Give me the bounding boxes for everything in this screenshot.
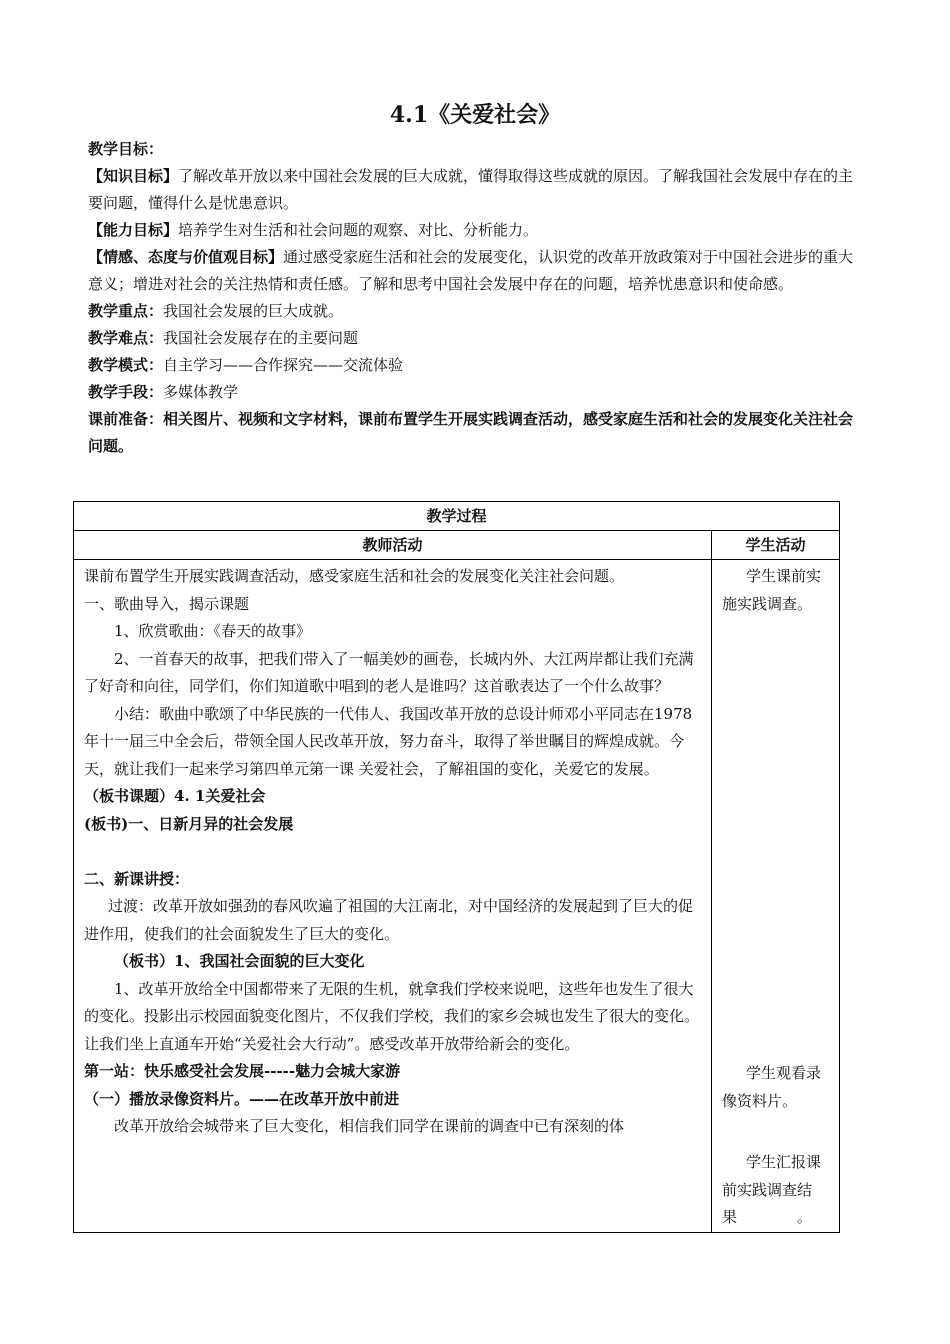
- knowledge-goal: [88, 163, 860, 217]
- knowledge-goal-label: 【知识目标】: [88, 167, 179, 185]
- teacher-activity-header: 教师活动: [74, 531, 712, 560]
- teaching-difficulty: [88, 325, 860, 352]
- teacher-paragraph: 1、改革开放给全中国都带来了无限的生机，就拿我们学校来说吧，这些年也发生了很大的变化。投影出示校园面貌变化图片，不仅我们学校，我们的家乡会城也发生了很大的变化。让我们坐上直通车开始“关爱社会大行动”。感受改革开放带给新会的变化。: [84, 979, 700, 1053]
- teaching-mode-text: 自主学习——合作探究——交流体验: [163, 356, 404, 374]
- emotion-goal: [88, 244, 860, 298]
- teaching-means-label: 教学手段：: [88, 383, 164, 401]
- section-heading: 二、新课讲授：: [84, 869, 190, 888]
- student-activity-header: 学生活动: [712, 531, 840, 560]
- teaching-mode: [88, 352, 860, 379]
- board-note: （板书）1、我国社会面貌的巨大变化: [114, 952, 365, 970]
- teacher-paragraph: 改革开放给会城带来了巨大变化，相信我们同学在课前的调查中已有深刻的体: [114, 1117, 625, 1135]
- sub-heading: （一）播放录像资料片。——在改革开放中前进: [84, 1089, 400, 1108]
- teaching-key: [88, 298, 860, 325]
- blank-space: [722, 618, 833, 1060]
- teaching-key-text: 我国社会发展的巨大成就。: [163, 302, 344, 320]
- teaching-key-label: 教学重点：: [88, 302, 164, 320]
- teacher-paragraph: 过渡：改革开放如强劲的春风吹遍了祖国的大江南北，对中国经济的发展起到了巨大的促进作用，使我们的社会面貌发生了巨大的变化。: [84, 897, 694, 943]
- page-title: 4.1《关爱社会》: [389, 102, 561, 128]
- ability-goal-label: 【能力目标】: [88, 221, 179, 239]
- emotion-goal-text: 通过感受家庭生活和社会的发展变化，认识党的改革开放政策对于中国社会进步的重大意义；增进对社会的关注热情和责任感。了解和思考中国社会发展中存在的问题，培养忧患意识和使命感。: [88, 248, 854, 293]
- lesson-intro: [88, 136, 860, 460]
- teacher-paragraph: 1、欣赏歌曲：《春天的故事》: [114, 622, 312, 640]
- ability-goal: [88, 217, 860, 244]
- teacher-paragraph: 小结：歌曲中歌颂了中华民族的一代伟人、我国改革开放的总设计师邓小平同志在1978年十一届三中全会后，带领全国人民改革开放，努力奋斗，取得了举世瞩目的辉煌成就。今天，就让我们一起来学习第四单元第一课 关爱社会，了解祖国的变化，关爱它的发展。: [84, 704, 693, 778]
- teaching-difficulty-label: 教学难点：: [88, 329, 164, 347]
- teaching-difficulty-text: 我国社会发展存在的主要问题: [163, 329, 359, 347]
- teaching-means-text: 多媒体教学: [163, 383, 239, 401]
- ability-goal-text: 培养学生对生活和社会问题的观察、对比、分析能力。: [178, 221, 539, 239]
- teacher-activity-cell: [74, 560, 712, 1233]
- board-note: （板书课题）4. 1关爱社会: [84, 787, 266, 805]
- teaching-means: [88, 379, 860, 406]
- teaching-process-table: [73, 501, 840, 1233]
- board-note: (板书)一、日新月异的社会发展: [84, 814, 294, 833]
- emotion-goal-label: 【情感、态度与价值观目标】: [88, 248, 284, 266]
- knowledge-goal-text: 了解改革开放以来中国社会发展的巨大成就，懂得取得这些成就的原因。了解我国社会发展中存在的主要问题，懂得什么是忧患意识。: [88, 167, 854, 212]
- student-activity-cell: [712, 560, 840, 1233]
- blank-line: [84, 838, 701, 866]
- table-title: 教学过程: [74, 502, 840, 531]
- teacher-paragraph: 2、一首春天的故事，把我们带入了一幅美妙的画卷，长城内外、大江两岸都让我们充满了好奇和向往，同学们，你们知道歌中唱到的老人是谁吗？这首歌表达了一个什么故事？: [84, 649, 694, 695]
- teacher-paragraph: 课前布置学生开展实践调查活动，感受家庭生活和社会的发展变化关注社会问题。: [84, 567, 625, 585]
- teaching-mode-label: 教学模式：: [88, 356, 164, 374]
- student-activity: 学生汇报课前实践调查结果 。: [722, 1153, 822, 1226]
- station-heading: 第一站：快乐感受社会发展-----魅力会城大家游: [84, 1062, 401, 1080]
- student-activity: 学生课前实施实践调查。: [722, 567, 822, 613]
- blank-space: [722, 1115, 833, 1149]
- goals-heading: 教学目标：: [88, 140, 164, 158]
- section-heading: 一、歌曲导入，揭示课题: [84, 594, 250, 613]
- student-activity: 学生观看录像资料片。: [722, 1064, 822, 1110]
- class-preparation: 课前准备：相关图片、视频和文字材料，课前布置学生开展实践调查活动，感受家庭生活和社会的发展变化关注社会问题。: [88, 410, 854, 455]
